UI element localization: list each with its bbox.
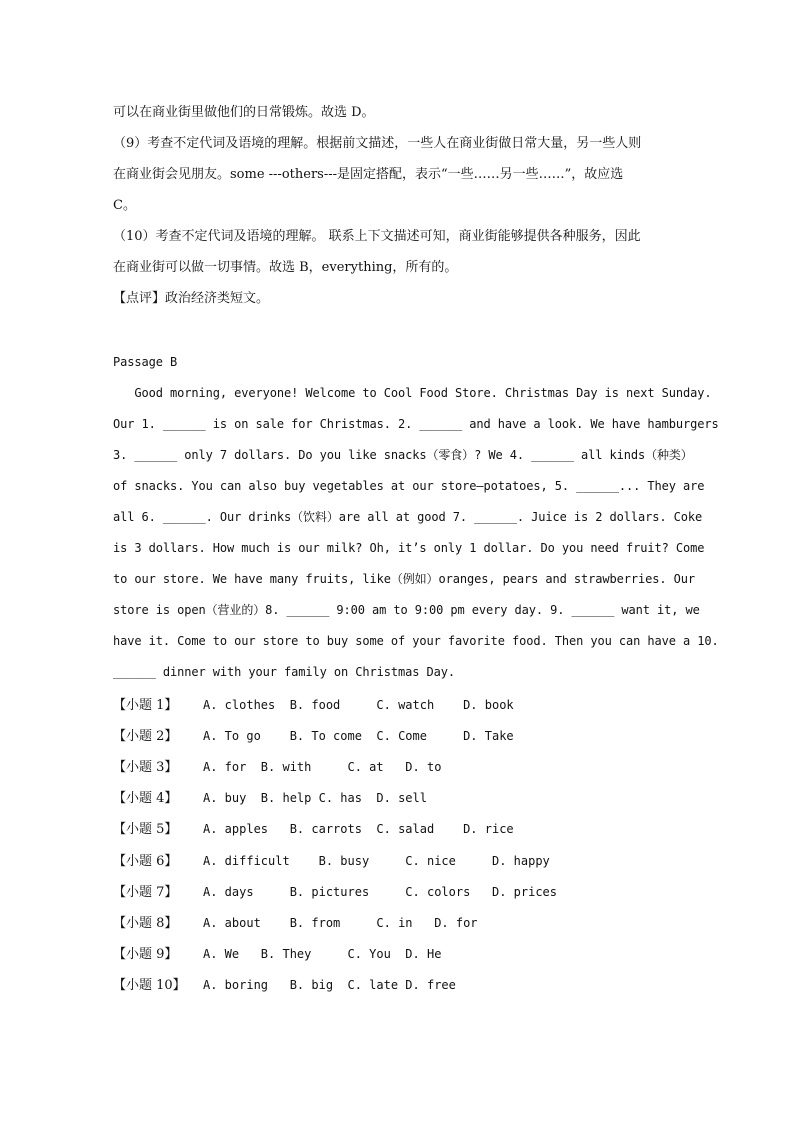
passage-line: to our store. We have many fruits, like（例如）oranges, pears and strawberries. Our [113, 572, 695, 586]
explanation-line-1: 可以在商业街里做他们的日常锻炼。故选 D。 [113, 105, 375, 120]
question-number: 【小题 6】 [113, 854, 178, 869]
passage-line: is 3 dollars. How much is our milk? Oh, it’s only 1 dollar. Do you need fruit? Come [113, 541, 705, 555]
question-number: 【小题 3】 [113, 760, 178, 775]
question-options: A. apples B. carrots C. salad D. rice [203, 822, 514, 836]
question-options: A. for B. with C. at D. to [203, 760, 442, 774]
explanation-line-5: （10）考查不定代词及语境的理解。 联系上下文描述可知，商业街能够提供各种服务，因此 [113, 229, 641, 244]
passage-line: of snacks. You can also buy vegetables at our store—potatoes, 5. ______... They are [113, 479, 705, 493]
passage-line: store is open（营业的）8. ______ 9:00 am to 9:00 pm every day. 9. ______ want it, we [113, 603, 700, 617]
question-item [113, 820, 514, 839]
passage-line: have it. Come to our store to buy some of your favorite food. Then you can have a 10. [113, 634, 719, 648]
question-number: 【小题 7】 [113, 885, 178, 900]
explanation-line-4: C。 [113, 198, 136, 213]
question-options: A. difficult B. busy C. nice D. happy [203, 854, 550, 868]
passage-line: ______ dinner with your family on Christmas Day. [113, 665, 455, 679]
explanation-line-6: 在商业街可以做一切事情。故选 B，everything，所有的。 [113, 260, 458, 275]
question-options: A. days B. pictures C. colors D. prices [203, 885, 558, 899]
explanation-line-2: （9）考查不定代词及语境的理解。根据前文描述，一些人在商业街做日常大量，另一些人则 [113, 136, 642, 151]
question-number: 【小题 10】 [113, 978, 186, 993]
question-options: A. clothes B. food C. watch D. book [203, 698, 514, 712]
question-options: A. To go B. To come C. Come D. Take [203, 729, 514, 743]
comment-line: 【点评】政治经济类短文。 [113, 291, 270, 306]
question-item [113, 852, 550, 871]
question-number: 【小题 9】 [113, 947, 178, 962]
question-item [113, 727, 514, 746]
question-options: A. boring B. big C. late D. free [203, 978, 456, 992]
question-item [113, 758, 441, 777]
question-item [113, 883, 557, 902]
passage-line: 3. ______ only 7 dollars. Do you like snacks（零食）? We 4. ______ all kinds（种类） [113, 448, 693, 462]
question-item [113, 976, 456, 995]
question-item [113, 914, 478, 933]
question-options: A. We B. They C. You D. He [203, 947, 442, 961]
question-number: 【小题 1】 [113, 698, 178, 713]
question-number: 【小题 4】 [113, 791, 178, 806]
passage-line: all 6. ______. Our drinks（饮料）are all at good 7. ______. Juice is 2 dollars. Coke [113, 510, 703, 524]
question-item [113, 696, 514, 715]
question-item [113, 789, 427, 808]
explanation-line-3: 在商业街会见朋友。some ---others---是固定搭配，表示“一些……另一些……”，故应选 [113, 167, 624, 182]
passage-line: Our 1. ______ is on sale for Christmas. 2. ______ and have a look. We have hamburgers [113, 417, 719, 431]
question-options: A. buy B. help C. has D. sell [203, 791, 427, 805]
question-options: A. about B. from C. in D. for [203, 916, 478, 930]
question-number: 【小题 2】 [113, 729, 178, 744]
question-number: 【小题 8】 [113, 916, 178, 931]
passage-title: Passage B [113, 355, 178, 369]
passage-line: Good morning, everyone! Welcome to Cool Food Store. Christmas Day is next Sunday. [113, 386, 712, 400]
question-item [113, 945, 441, 964]
question-number: 【小题 5】 [113, 822, 178, 837]
